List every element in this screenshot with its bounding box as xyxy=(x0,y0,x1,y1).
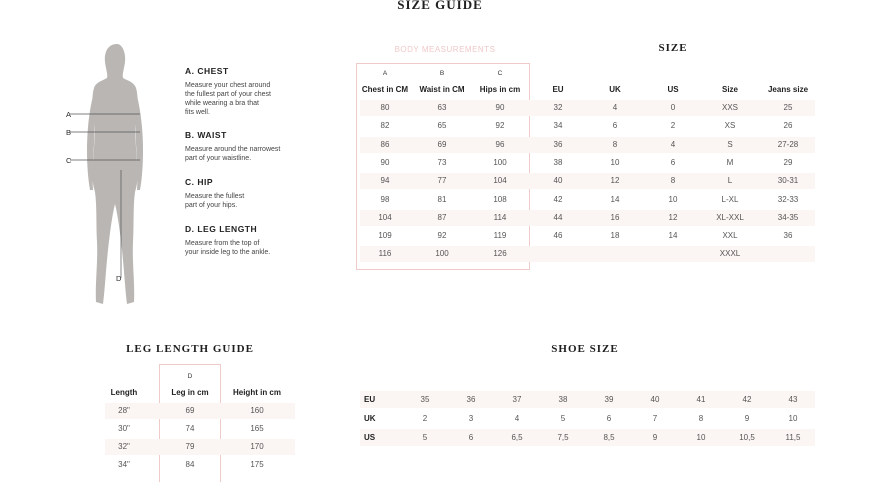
table-cell: 6 xyxy=(468,433,474,442)
table-cell: 35 xyxy=(420,395,430,404)
table-cell: 108 xyxy=(493,194,507,204)
marker-a: A xyxy=(66,110,72,119)
table-cell: 4 xyxy=(514,414,520,423)
table-cell: 36 xyxy=(553,139,563,149)
waist-description xyxy=(185,145,325,163)
table-cell: 40 xyxy=(650,395,660,404)
table-cell: 38 xyxy=(558,395,568,404)
table-cell: 74 xyxy=(185,424,195,433)
body-measurements-label: BODY MEASUREMENTS xyxy=(394,45,496,54)
table-cell: 69 xyxy=(185,406,195,415)
table-cell: 98 xyxy=(380,194,390,204)
table-cell: 38 xyxy=(553,157,563,167)
table-cell: 44 xyxy=(553,212,563,222)
table-cell: 6,5 xyxy=(511,433,523,442)
table-cell: 40 xyxy=(553,176,563,186)
table-cell: 100 xyxy=(435,249,449,259)
table-cell: 12 xyxy=(610,176,620,186)
table-cell: XXS xyxy=(721,103,738,112)
table-cell: XS xyxy=(724,121,736,131)
size-title: SIZE xyxy=(658,42,688,54)
table-cell: 5 xyxy=(560,414,566,423)
table-cell: 10 xyxy=(668,194,678,204)
table-cell: 96 xyxy=(495,139,505,149)
table-cell: 10,5 xyxy=(739,433,755,442)
table-cell: 126 xyxy=(493,249,507,259)
table-cell: 109 xyxy=(378,231,392,241)
column-header: Size xyxy=(721,85,738,94)
table-cell: 11,5 xyxy=(785,433,801,442)
column-letter: B xyxy=(439,70,445,77)
table-cell: 9 xyxy=(744,414,750,423)
table-cell: 14 xyxy=(668,231,678,241)
table-cell: XXL xyxy=(722,231,738,241)
marker-d: D xyxy=(116,274,122,283)
table-cell: 34 xyxy=(553,121,563,131)
table-cell: 34-35 xyxy=(777,212,799,222)
column-header: US xyxy=(667,85,679,94)
table-cell: 36 xyxy=(466,395,476,404)
table-cell: 104 xyxy=(378,212,392,222)
table-cell: 32" xyxy=(118,442,130,451)
table-cell: 77 xyxy=(437,176,447,186)
table-cell: 7 xyxy=(652,414,658,423)
table-cell: 119 xyxy=(493,231,507,241)
marker-c: C xyxy=(66,156,72,165)
column-letter: D xyxy=(187,373,193,380)
table-cell: 116 xyxy=(378,249,392,259)
table-cell: M xyxy=(726,157,734,167)
table-cell: 175 xyxy=(250,460,264,469)
column-letter: A xyxy=(382,70,388,77)
table-cell: 6 xyxy=(670,157,676,167)
shoe-row-label: UK xyxy=(364,414,376,423)
column-letter: C xyxy=(497,70,503,77)
table-cell: 4 xyxy=(670,139,676,149)
column-header: Chest in CM xyxy=(361,85,409,94)
hip-desc-line: Measure the fullest xyxy=(185,193,245,200)
table-cell: 90 xyxy=(495,103,505,112)
chest-desc-line: the fullest part of your chest xyxy=(185,91,271,98)
leg-guide-title: LEG LENGTH GUIDE xyxy=(126,343,254,355)
table-cell: 4 xyxy=(612,103,618,112)
table-cell: 6 xyxy=(612,121,618,131)
table-cell: 2 xyxy=(422,414,428,423)
table-cell: 8 xyxy=(698,414,704,423)
table-cell: L xyxy=(727,176,733,186)
table-cell: 12 xyxy=(668,212,678,222)
column-header: Jeans size xyxy=(767,85,809,94)
table-cell: 63 xyxy=(437,103,447,112)
table-cell: 81 xyxy=(437,194,447,204)
table-cell: 73 xyxy=(437,157,447,167)
table-cell: 5 xyxy=(422,433,428,442)
chest-description xyxy=(185,81,325,117)
table-cell: 25 xyxy=(783,103,793,112)
chest-desc-line: fits well. xyxy=(185,109,210,116)
chest-heading: A. CHEST xyxy=(185,66,229,76)
column-header: EU xyxy=(552,85,564,94)
table-cell: XL-XXL xyxy=(716,212,744,222)
table-cell: XXXL xyxy=(719,249,741,259)
chest-desc-line: while wearing a bra that xyxy=(185,100,259,107)
table-cell: 8,5 xyxy=(603,433,615,442)
table-cell: 94 xyxy=(380,176,390,186)
table-cell: 10 xyxy=(696,433,706,442)
table-cell: 41 xyxy=(696,395,706,404)
table-cell: 6 xyxy=(606,414,612,423)
table-cell: 80 xyxy=(380,103,390,112)
table-cell: 170 xyxy=(250,442,264,451)
table-cell: 36 xyxy=(783,231,793,241)
table-cell: L-XL xyxy=(721,194,739,204)
table-cell: 82 xyxy=(380,121,390,131)
shoe-size-title: SHOE SIZE xyxy=(551,343,619,355)
leg-length-description xyxy=(185,239,325,257)
table-cell: 165 xyxy=(250,424,264,433)
table-cell: 43 xyxy=(788,395,798,404)
table-cell: 92 xyxy=(437,231,447,241)
hip-description xyxy=(185,192,325,210)
column-header: Leg in cm xyxy=(171,388,209,397)
page-title: SIZE GUIDE xyxy=(397,0,483,12)
table-cell: 29 xyxy=(783,157,793,167)
table-cell: 27-28 xyxy=(777,139,799,149)
table-cell: 10 xyxy=(610,157,620,167)
table-cell: 114 xyxy=(493,212,507,222)
table-cell: 69 xyxy=(437,139,447,149)
table-cell: 8 xyxy=(612,139,618,149)
table-cell: 18 xyxy=(610,231,620,241)
waist-desc-line: Measure around the narrowest xyxy=(185,146,281,153)
table-cell: 92 xyxy=(495,121,505,131)
table-cell: 79 xyxy=(185,442,195,451)
table-cell: 84 xyxy=(185,460,195,469)
table-cell: 86 xyxy=(380,139,390,149)
table-cell: 42 xyxy=(553,194,563,204)
table-cell: 10 xyxy=(788,414,798,423)
table-cell: 39 xyxy=(604,395,614,404)
hip-desc-line: part of your hips. xyxy=(185,202,238,209)
table-cell: 3 xyxy=(468,414,474,423)
table-cell: 26 xyxy=(783,121,793,131)
body-figure xyxy=(60,40,170,310)
table-cell: 7,5 xyxy=(557,433,569,442)
table-cell: 30-31 xyxy=(777,176,799,186)
shoe-row-label: EU xyxy=(364,395,376,404)
column-header: Hips in cm xyxy=(479,85,521,94)
waist-desc-line: part of your waistline. xyxy=(185,155,252,162)
table-cell: 28" xyxy=(118,406,130,415)
shoe-row-label: US xyxy=(364,433,376,442)
table-cell: 30" xyxy=(118,424,130,433)
column-header: Length xyxy=(110,388,138,397)
table-cell: 100 xyxy=(493,157,507,167)
leg-desc-line: your inside leg to the ankle. xyxy=(185,249,271,256)
measurement-instructions xyxy=(185,66,325,257)
waist-heading: B. WAIST xyxy=(185,130,227,140)
column-header: Waist in CM xyxy=(419,85,465,94)
table-cell: S xyxy=(727,139,733,149)
table-cell: 32-33 xyxy=(777,194,799,204)
table-cell: 46 xyxy=(553,231,563,241)
leg-length-heading: D. LEG LENGTH xyxy=(185,224,258,234)
table-cell: 9 xyxy=(652,433,658,442)
table-cell: 34" xyxy=(118,460,130,469)
chest-desc-line: Measure your chest around xyxy=(185,82,271,89)
column-header: UK xyxy=(609,85,621,94)
table-cell: 14 xyxy=(610,194,620,204)
table-cell: 8 xyxy=(670,176,676,186)
table-cell: 42 xyxy=(742,395,752,404)
table-cell: 104 xyxy=(493,176,507,186)
table-cell: 87 xyxy=(437,212,447,222)
table-cell: 90 xyxy=(380,157,390,167)
leg-desc-line: Measure from the top of xyxy=(185,240,260,247)
table-cell: 37 xyxy=(512,395,522,404)
table-cell: 2 xyxy=(670,121,676,131)
table-cell: 0 xyxy=(670,103,676,112)
table-cell: 32 xyxy=(553,103,563,112)
column-header: Height in cm xyxy=(232,388,281,397)
hip-heading: C. HIP xyxy=(185,177,214,187)
table-cell: 65 xyxy=(437,121,447,131)
table-cell: 16 xyxy=(610,212,620,222)
table-cell: 160 xyxy=(250,406,264,415)
marker-b: B xyxy=(66,128,72,137)
